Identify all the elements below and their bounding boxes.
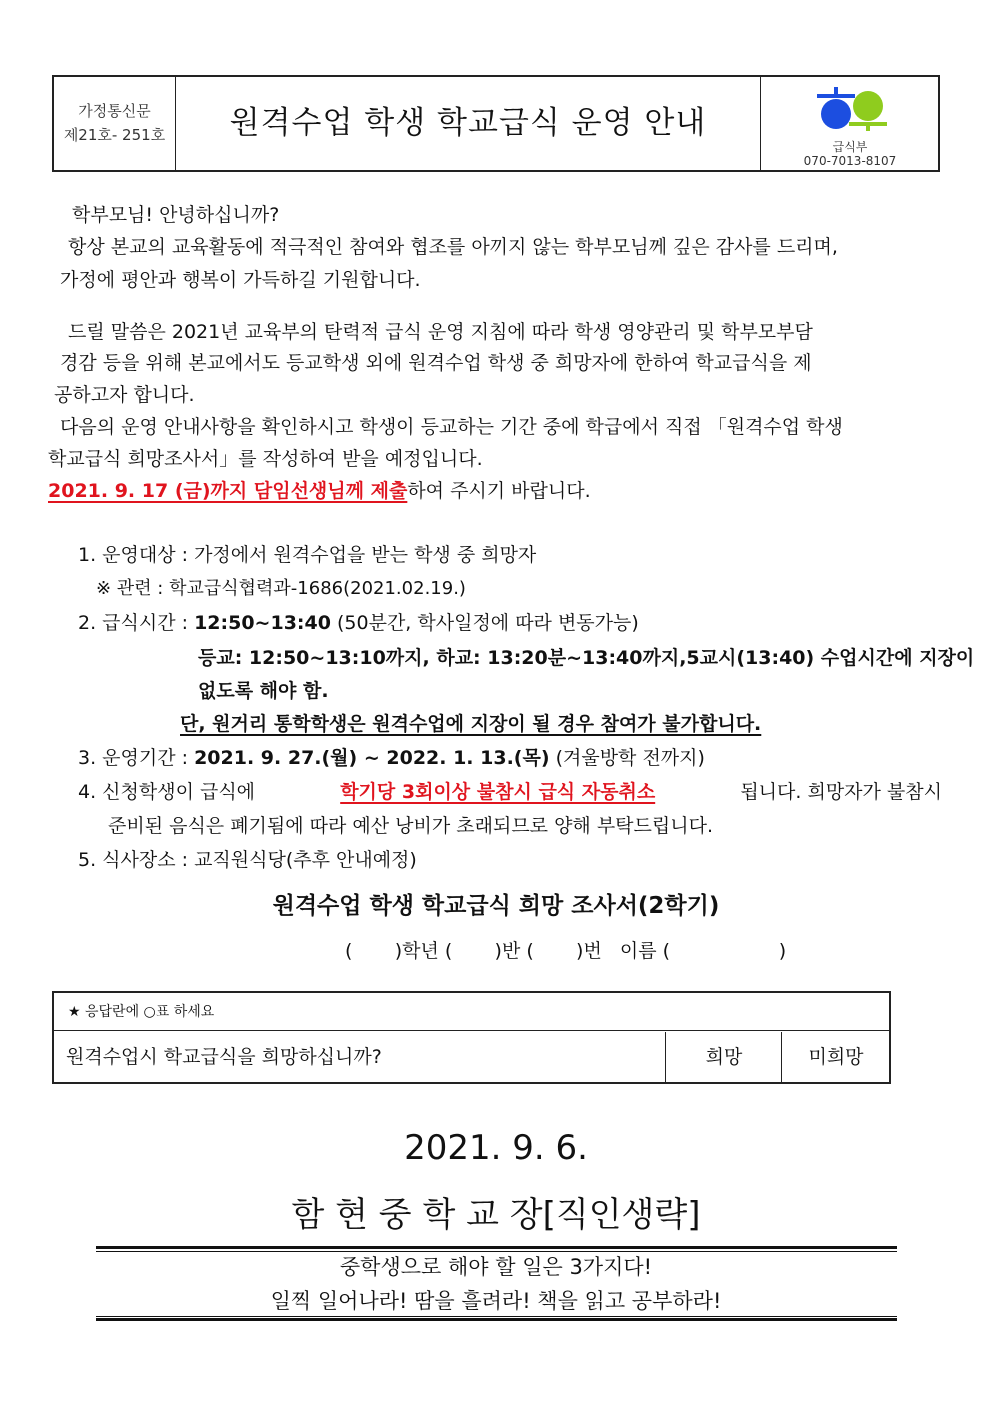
item-2-label: 2. 급식시간 : [78,612,195,634]
item-2-time: 12:50~13:40 [194,612,331,634]
item-1-note: ※ 관련 : 학교급식협력과-1686(2021.02.19.) [96,578,466,599]
issue-number-cell [54,77,176,170]
issue-date: 2021. 9. 6. [404,1128,588,1168]
item-2-detail-2: 없도록 해야 함. [198,680,329,702]
item-4-highlight: 학기당 3회이상 불참시 급식 자동취소 [340,781,656,803]
header-table [52,75,940,172]
item-3-period: 2021. 9. 27.(월) ~ 2022. 1. 13.(목) [194,747,550,769]
principal-signature: 함 현 중 학 교 장[직인생략] [291,1195,701,1235]
greeting-line-3: 가정에 평안과 행복이 가득하길 기원합니다. [60,269,421,291]
department-cell [760,77,939,170]
body-line-3: 공하고자 합니다. [54,384,195,406]
motto-line-2: 일찍 일어나라! 땀을 흘려라! 책을 읽고 공부하라! [270,1289,722,1313]
item-2-warning: 단, 원거리 통학학생은 원격수업에 지장이 될 경우 참여가 불가합니다. [180,713,762,735]
item-3-rest: (겨울방학 전까지) [549,747,705,769]
body-line-5: 학교급식 희망조사서」를 작성하여 받을 예정입니다. [48,448,483,470]
body-line-4: 다음의 운영 안내사항을 확인하시고 학생이 등교하는 기간 중에 학급에서 직접 「원격수업 학생 [60,416,843,438]
item-2-detail-1: 등교: 12:50~13:10까지, 하교: 13:20분~13:40까지,5교시(13:40) 수업시간에 지장이 [198,647,975,669]
motto-line-1: 중학생으로 해야 할 일은 3가지다! [339,1255,653,1279]
divider-bottom-thick [96,1318,897,1321]
divider-bottom-thin [96,1316,897,1317]
issue-label: 가정통신문 [78,102,151,120]
item-2 [78,611,639,635]
body-line-2: 경감 등을 위해 본교에서도 등교학생 외에 원격수업 학생 중 희망자에 한하여 학교급식을 제 [60,352,812,374]
deadline-highlight: 2021. 9. 17 (금)까지 담임선생님께 제출 [48,480,408,502]
item-3-label: 3. 운영기간 : [78,747,195,769]
divider-top-thick [96,1246,897,1249]
item-4-pre: 4. 신청학생이 급식에 [78,781,256,803]
greeting-line-2: 항상 본교의 교육활동에 적극적인 참여와 협조를 아끼지 않는 학부모님께 깊은 감사를 드리며, [68,236,838,258]
item-1: 1. 운영대상 : 가정에서 원격수업을 받는 학생 중 희망자 [78,544,537,566]
survey-table [52,991,891,1084]
survey-question: 원격수업시 학교급식을 희망하십니까? [66,1046,382,1068]
item-4-line-2: 준비된 음식은 폐기됨에 따라 예산 낭비가 초래되므로 양해 부탁드립니다. [108,815,713,837]
option-no-cell[interactable]: 미희망 [781,1032,890,1082]
item-4 [78,780,942,804]
body-line-1: 드릴 말씀은 2021년 교육부의 탄력적 급식 운영 지침에 따라 학생 영양관리 및 학부모부담 [68,321,813,343]
option-yes-cell[interactable]: 희망 [665,1032,782,1082]
student-info-line: ( )학년 ( )반 ( )번 이름 ( ) [345,940,787,962]
deadline-line [48,479,591,503]
deadline-rest: 하여 주시기 바랍니다. [407,480,591,502]
survey-instruction: ★ 응답란에 ○표 하세요 [54,993,889,1031]
greeting-line-1: 학부모님! 안녕하십니까? [72,204,280,226]
department-name: 급식부 [832,140,868,154]
item-4-post: 됩니다. 희망자가 불참시 [740,781,942,803]
issue-number: 제21호- 251호 [63,126,166,144]
department-phone: 070-7013-8107 [803,154,897,168]
school-logo-icon [815,85,893,131]
item-5: 5. 식사장소 : 교직원식당(추후 안내예정) [78,849,417,871]
item-3 [78,746,705,770]
item-2-rest: (50분간, 학사일정에 따라 변동가능) [330,612,639,634]
page-title: 원격수업 학생 학교급식 운영 안내 [229,105,707,141]
divider-top-thin [96,1251,897,1252]
form-title: 원격수업 학생 학교급식 희망 조사서(2학기) [272,893,720,919]
